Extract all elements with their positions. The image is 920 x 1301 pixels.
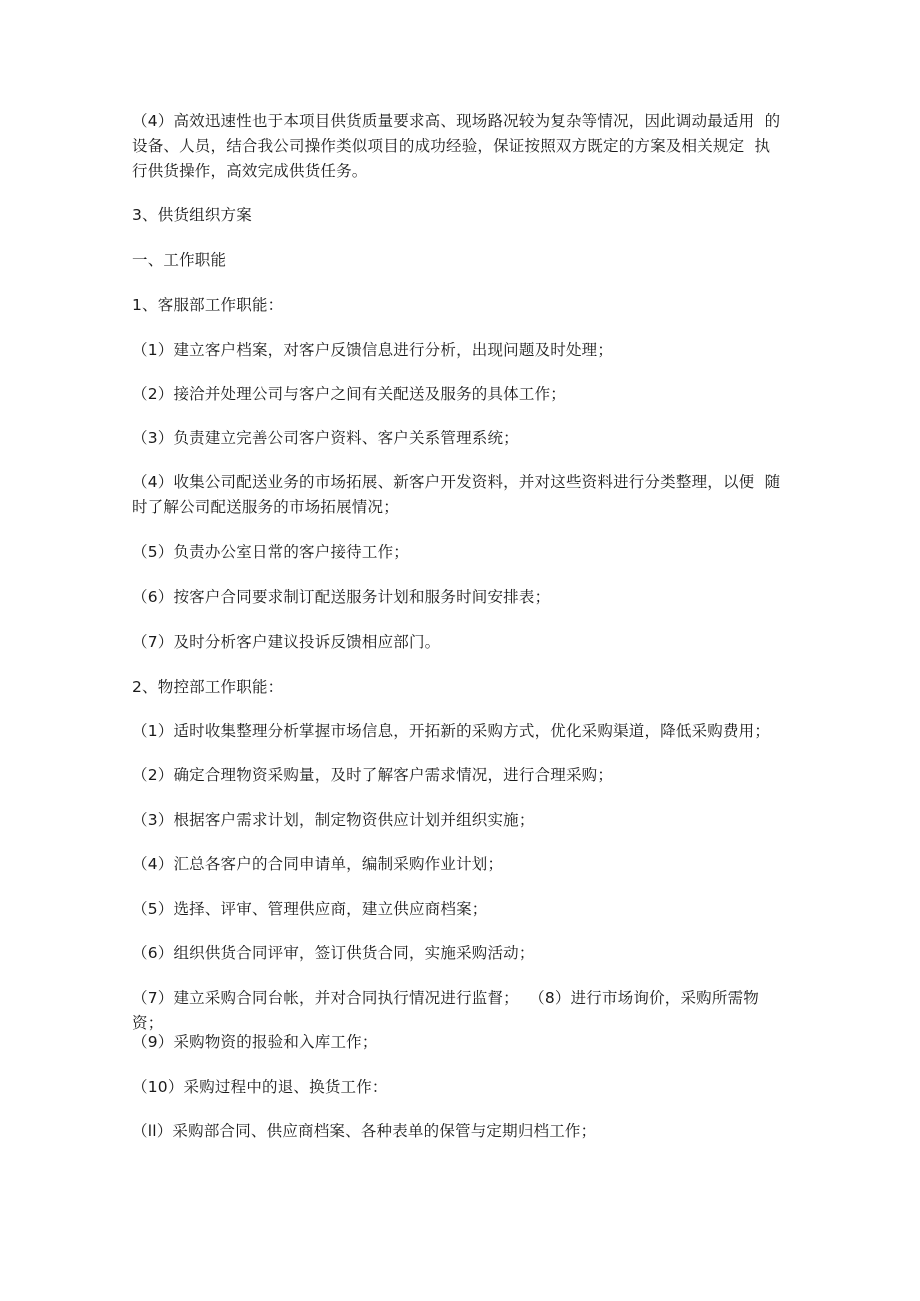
list-item: （6）组织供货合同评审，签订供货合同，实施采购活动； <box>132 944 535 962</box>
list-item: （3）根据客户需求计划，制定物资供应计划并组织实施； <box>132 811 535 829</box>
list-item: （4）收集公司配送业务的市场拓展、新客户开发资料，并对这些资料进行分类整理，以便 随时了解公司配送服务的市场拓展情况； <box>132 473 781 516</box>
paragraph-efficiency: （4）高效迅速性也于本项目供货质量要求高、现场路况较为复杂等情况，因此调动最适用 的设备、人员，结合我公司操作类似项目的成功经验，保证按照双方既定的方案及相关规定 执行供货操作，高效完成供货任务。 <box>132 112 781 180</box>
list-item: （10）采购过程中的退、换货工作： <box>132 1078 388 1096</box>
list-item: （2）接洽并处理公司与客户之间有关配送及服务的具体工作； <box>132 385 566 403</box>
list-item: （9）采购物资的报验和入库工作； <box>132 1033 378 1051</box>
list-item: （ll）采购部合同、供应商档案、各种表单的保管与定期归档工作； <box>132 1122 597 1140</box>
list-item: （6）按客户合同要求制订配送服务计划和服务时间安排表； <box>132 588 551 606</box>
heading-customer-service: 1、客服部工作职能： <box>132 296 284 314</box>
list-item: （5）负责办公室日常的客户接待工作； <box>132 543 409 561</box>
list-item: （1）建立客户档案，对客户反馈信息进行分析，出现问题及时处理； <box>132 341 614 359</box>
list-item: （7）及时分析客户建议投诉反馈相应部门。 <box>132 633 441 651</box>
list-item: （7）建立采购合同台帐，并对合同执行情况进行监督； （8）进行市场询价，采购所需物资； <box>132 989 759 1032</box>
list-item: （5）选择、评审、管理供应商，建立供应商档案； <box>132 900 488 918</box>
list-item: （4）汇总各客户的合同申请单，编制采购作业计划； <box>132 855 504 873</box>
list-item: （3）负责建立完善公司客户资料、客户关系管理系统； <box>132 429 519 447</box>
heading-supply-plan: 3、供货组织方案 <box>132 206 252 224</box>
list-item: （1）适时收集整理分析掌握市场信息，开拓新的采购方式，优化采购渠道，降低采购费用； <box>132 722 771 740</box>
heading-work-functions: 一、工作职能 <box>132 251 227 269</box>
heading-material-control: 2、物控部工作职能： <box>132 678 284 696</box>
list-item: （2）确定合理物资采购量，及时了解客户需求情况，进行合理采购； <box>132 766 614 784</box>
